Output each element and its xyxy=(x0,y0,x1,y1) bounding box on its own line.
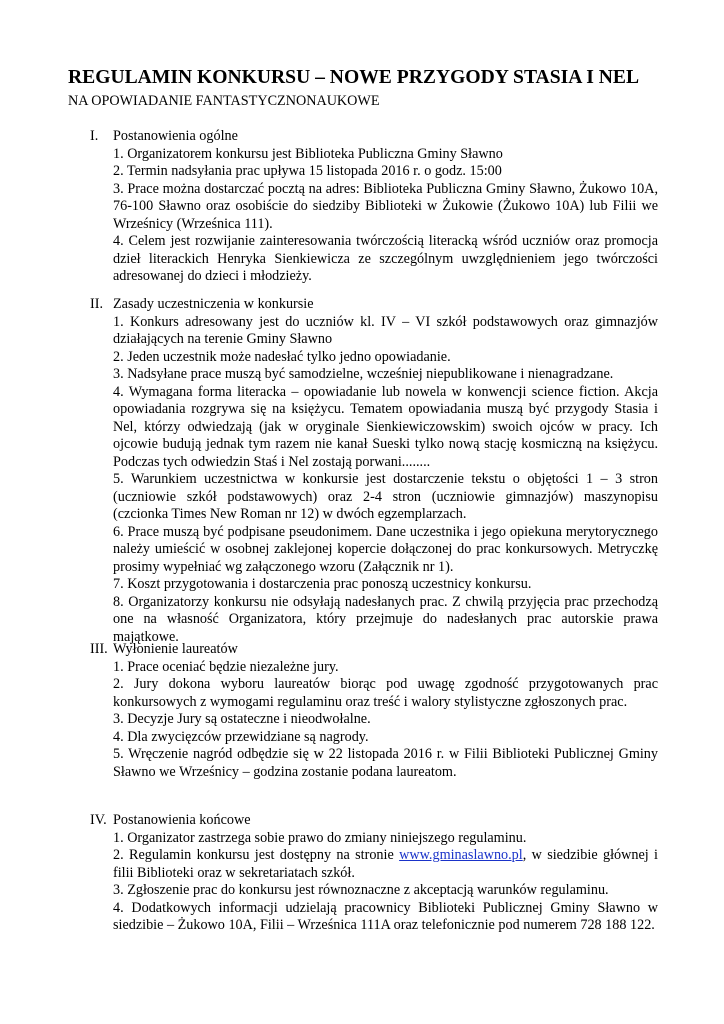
section-items xyxy=(113,146,658,286)
section-items xyxy=(113,830,658,935)
list-item: 3. Prace można dostarczać pocztą na adres: Biblioteka Publiczna Gminy Sławno, Żukowo 10A, 76-100 Sławno oraz osobiście do siedziby Biblioteki w Żukowie (Żukowo 10A) lub Filii we Wrześnicy (Wrześnica 111). xyxy=(113,180,658,232)
list-item: 4. Celem jest rozwijanie zainteresowania twórczością literacką wśród uczniów oraz promocja dzieł literackich Henryka Sienkiewicza ze szczególnym uwzględnieniem jego twórczości adresowanej do dzieci i młodzieży. xyxy=(113,233,658,284)
section-title: Wyłonienie laureatów xyxy=(113,641,238,657)
list-item: 7. Koszt przygotowania i dostarczenia prac ponoszą uczestnicy konkursu. xyxy=(113,576,532,592)
list-item: 1. Organizatorem konkursu jest Biblioteka Publiczna Gminy Sławno xyxy=(113,145,503,162)
document-title: REGULAMIN KONKURSU – NOWE PRZYGODY STASIA I NEL xyxy=(68,67,640,88)
list-item: 4. Dodatkowych informacji udzielają pracownicy Biblioteki Publicznej Gminy Sławno w siedzibie – Żukowo 10A, Filii – Wrześnica 111A oraz telefonicznie pod numerem 728 188 122. xyxy=(113,899,658,933)
list-item: 4. Dla zwycięzców przewidziane są nagrody. xyxy=(113,728,369,745)
list-item: 8. Organizatorzy konkursu nie odsyłają nadesłanych prac. Z chwilą przyjęcia prac przechodzą one na własność Organizatora, który przejmuje do nadesłanych prac autorskie prawa majątkowe. xyxy=(113,593,658,645)
section-items xyxy=(113,659,658,782)
section-title: Zasady uczestniczenia w konkursie xyxy=(113,296,314,312)
section-items xyxy=(113,314,658,647)
list-item: 3. Zgłoszenie prac do konkursu jest równoznaczne z akceptacją warunków regulaminu. xyxy=(113,882,609,898)
list-item xyxy=(113,847,658,882)
list-item-text: 2. Regulamin konkursu jest dostępny na stronie xyxy=(113,847,400,863)
list-item: 5. Wręczenie nagród odbędzie się w 22 listopada 2016 r. w Filii Biblioteki Publicznej Gminy Sławno we Wrześnicy – godzina zostanie podana laureatom. xyxy=(113,746,658,780)
section-number: III. xyxy=(90,641,108,657)
section-number: II. xyxy=(90,296,103,312)
list-item: 2. Jury dokona wyboru laureatów biorąc pod uwagę zgodność przygotowanych prac konkursowych z wymogami regulaminu oraz treść i walory stylistyczne zgłoszonych prac. xyxy=(113,676,658,710)
section-number: I. xyxy=(90,128,99,144)
list-item: 1. Organizator zastrzega sobie prawo do zmiany niniejszego regulaminu. xyxy=(113,829,527,846)
list-item: 5. Warunkiem uczestnictwa w konkursie jest dostarczenie tekstu o objętości 1 – 3 stron (uczniowie szkół podstawowych) oraz 2-4 stron (uczniowie gimnazjów) maszynopisu (czcionka Times New Roman nr 12) w dwóch egzemplarzach. xyxy=(113,471,658,522)
list-item: 3. Nadsyłane prace muszą być samodzielne, wcześniej niepublikowane i nienagradzane. xyxy=(113,366,614,382)
website-link[interactable]: www.gminaslawno.pl xyxy=(399,847,523,863)
section-number: IV. xyxy=(90,812,107,828)
list-item: 2. Termin nadsyłania prac upływa 15 listopada 2016 r. o godz. 15:00 xyxy=(113,163,502,179)
section-title: Postanowienia ogólne xyxy=(113,128,238,144)
list-item: 4. Wymagana forma literacka – opowiadanie lub nowela w konwencji science fiction. Akcja opowiadania rozgrywa się na księżycu. Tematem opowiadania muszą być przygody Stasia i Nel, którzy odwiedzają (jak w oryginale Sienkiewiczowskim) swoich ojców w pracy. Ich ojcowie budują jednak tym razem nie kanał Sueski tylko nową stację kosmiczną na księżycu. Podczas tych odwiedzin Staś i Nel zostają porwani........ xyxy=(113,383,658,470)
list-item: 1. Prace oceniać będzie niezależne jury. xyxy=(113,658,339,675)
list-item: 3. Decyzje Jury są ostateczne i nieodwołalne. xyxy=(113,711,371,727)
list-item: 2. Jeden uczestnik może nadesłać tylko jedno opowiadanie. xyxy=(113,348,451,365)
list-item-text: , w siedzibie głównej i filii Biblioteki oraz w sekretariatach szkół. xyxy=(113,847,658,881)
list-item: 1. Konkurs adresowany jest do uczniów kl. IV – VI szkół podstawowych oraz gimnazjów działających na terenie Gminy Sławno xyxy=(113,313,658,347)
list-item: 6. Prace muszą być podpisane pseudonimem. Dane uczestnika i jego opiekuna merytorycznego należy umieścić w osobnej zaklejonej kopercie dołączonej do prac konkursowych. Metryczkę prosimy wypełniać wg załączonego wzoru (Załącznik nr 1). xyxy=(113,523,658,575)
section-title: Postanowienia końcowe xyxy=(113,812,251,828)
document-subtitle: NA OPOWIADANIE FANTASTYCZNONAUKOWE xyxy=(68,93,380,109)
